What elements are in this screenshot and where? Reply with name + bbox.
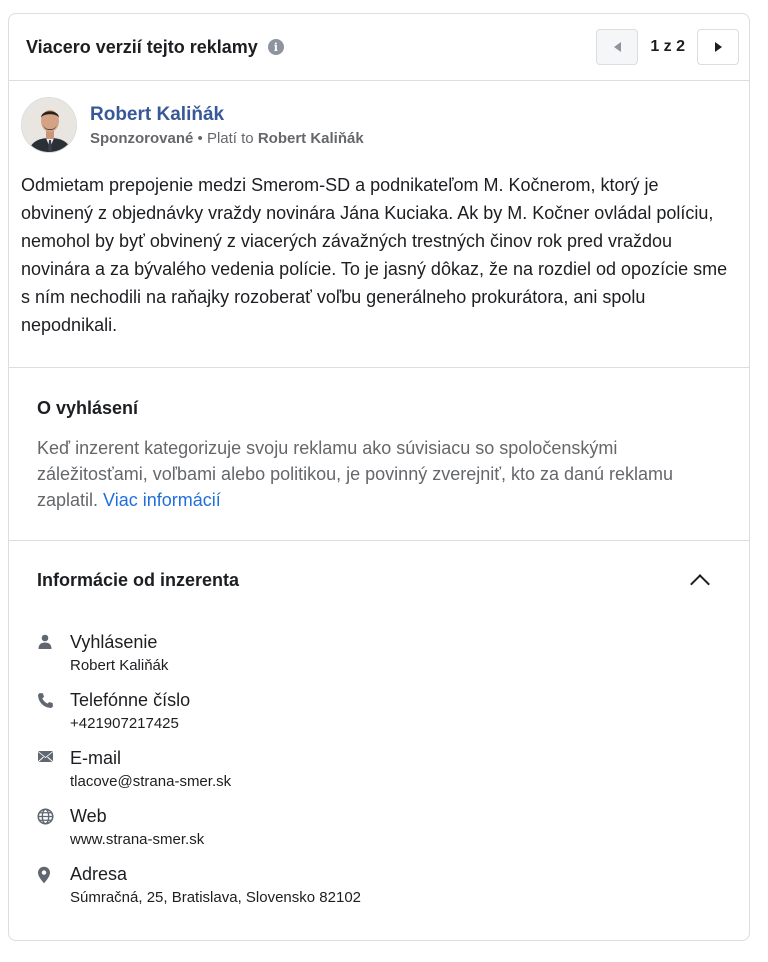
header-title-wrap: [26, 37, 284, 58]
advertiser-details-list: [37, 631, 721, 909]
list-item-email: [37, 747, 721, 793]
about-title: O vyhlásení: [37, 398, 139, 418]
chevron-left-icon: [614, 42, 621, 52]
mail-icon: [37, 747, 70, 793]
next-version-button[interactable]: [697, 29, 739, 65]
phone-icon: [37, 689, 70, 735]
pager-label: 1 z 2: [650, 38, 685, 55]
location-pin-icon: [37, 863, 70, 909]
person-icon: [37, 631, 70, 677]
list-item-phone: [37, 689, 721, 735]
ad-content: [9, 81, 749, 368]
ad-body-text: Odmietam prepojenie medzi Smerom-SD a podnikateľom M. Kočnerom, ktorý je obvinený z objednávky vraždy novinára Jána Kuciaka. Ak by M. Kočner ovládal políciu, nemohol by byť obvinený z viacerých závažných trestných činov rok pred vraždou novinára a za bývalého vedenia polície. To je jasný dôkaz, že na rozdiel od opozície sme s ním nechodili na raňajky rozoberať voľbu generálneho prokurátora, ani spolu nepodnikali.: [21, 175, 728, 335]
row-label: Vyhlásenie: [70, 632, 158, 652]
paid-by-name: Robert Kaliňák: [257, 129, 364, 147]
advertiser-title: Informácie od inzerenta: [37, 569, 240, 590]
author-info: [90, 104, 364, 147]
row-value[interactable]: www.strana-smer.sk: [70, 831, 205, 848]
advertiser-header[interactable]: [37, 569, 721, 591]
row-label: Web: [70, 806, 107, 826]
list-item-address: [37, 863, 721, 909]
chevron-up-icon[interactable]: [690, 574, 710, 594]
globe-icon: [37, 805, 70, 851]
list-item-disclaimer: [37, 631, 721, 677]
separator-dot: •: [193, 129, 207, 147]
author-name-link[interactable]: Robert Kaliňák: [90, 103, 225, 125]
version-pager: [596, 29, 739, 65]
row-label: Adresa: [70, 864, 128, 884]
row-value: Robert Kaliňák: [70, 657, 169, 674]
chevron-right-icon: [715, 42, 722, 52]
sponsored-line: [90, 130, 364, 147]
row-value[interactable]: tlacove@strana-smer.sk: [70, 773, 232, 790]
list-item-web: [37, 805, 721, 851]
card-header: [9, 14, 749, 81]
paid-by-prefix: Platí to: [206, 129, 254, 147]
row-value: Súmračná, 25, Bratislava, Slovensko 82102: [70, 889, 361, 906]
advertiser-info-section: [9, 541, 749, 909]
about-text: [37, 435, 721, 513]
row-value: +421907217425: [70, 715, 179, 732]
header-title: Viacero verzií tejto reklamy: [26, 36, 258, 57]
row-label: E-mail: [70, 748, 122, 768]
sponsored-label: Sponzorované: [90, 129, 194, 147]
about-disclaimer-section: [9, 368, 749, 541]
previous-version-button[interactable]: [596, 29, 638, 65]
row-label: Telefónne číslo: [70, 690, 191, 710]
more-info-link[interactable]: Viac informácií: [103, 490, 221, 510]
avatar-portrait-icon: [22, 98, 77, 153]
info-icon[interactable]: i: [268, 39, 284, 55]
ad-author: [21, 97, 737, 153]
avatar[interactable]: [21, 97, 77, 153]
ad-versions-card: [8, 13, 750, 941]
about-description: Keď inzerent kategorizuje svoju reklamu ako súvisiacu so spoločenskými záležitosťami, voľbami alebo politikou, je povinný zverejniť, kto za danú reklamu zaplatil.: [37, 438, 674, 510]
